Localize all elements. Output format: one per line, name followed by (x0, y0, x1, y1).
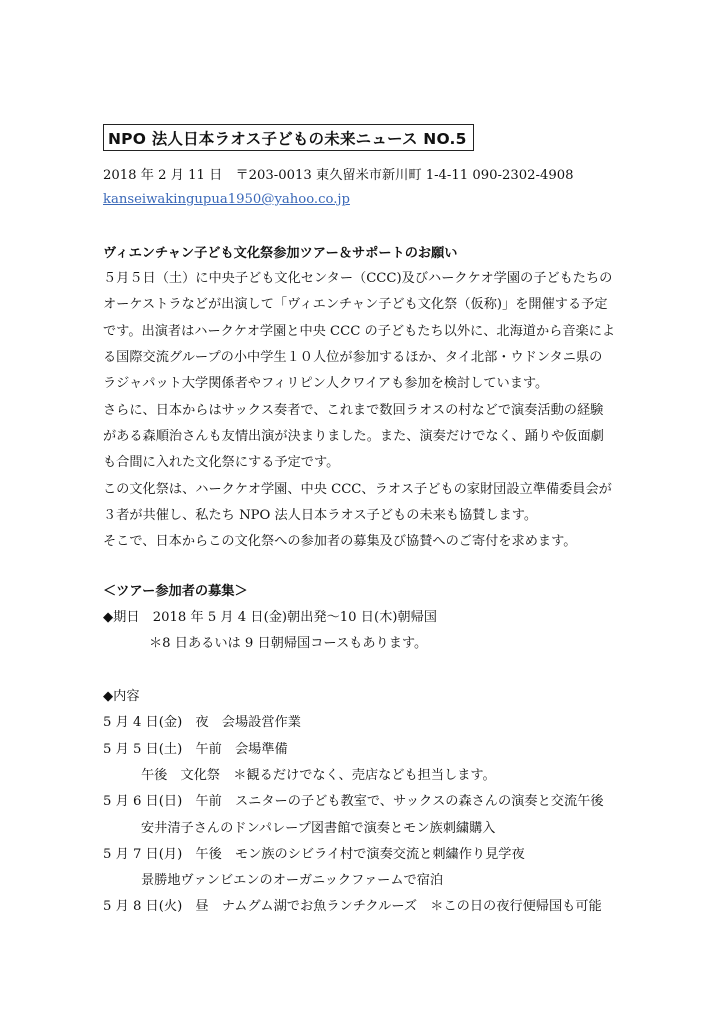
newsletter-title: NPO 法人日本ラオス子どもの未来ニュース NO.5 (103, 124, 474, 151)
schedule-item: 景勝地ヴァンビエンのオーガニックファームで宿泊 (141, 873, 444, 888)
body-line: る国際交流グループの小中学生１０人位が参加するほか、タイ北部・ウドンタニ県の (103, 350, 603, 365)
body-line: がある森順治さんも友情出演が決まりました。また、演奏だけでなく、踊りや仮面劇 (103, 429, 604, 444)
body-line: この文化祭は、ハークケオ学園、中央 CCC、ラオス子どもの家財団設立準備委員会が (103, 482, 612, 497)
schedule-item: 午後 文化祭 ＊観るだけでなく、売店なども担当します。 (141, 768, 496, 783)
body-line: も合間に入れた文化祭にする予定です。 (103, 455, 340, 470)
schedule-item: 5 月 4 日(金) 夜 会場設営作業 (103, 715, 301, 730)
body-line: ５月５日（土）に中央子ども文化センター（CCC)及びハークケオ学園の子どもたちの (103, 271, 613, 286)
schedule-item: 5 月 8 日(火) 昼 ナムグム湖でお魚ランチクルーズ ＊この日の夜行便帰国も可能 (103, 899, 602, 914)
body-line: そこで、日本からこの文化祭への参加者の募集及び協賛へのご寄付を求めます。 (103, 534, 577, 549)
body-line: オーケストラなどが出演して「ヴィエンチャン子ども文化祭（仮称)」を開催する予定 (103, 297, 608, 312)
tour-period-note: ＊8 日あるいは 9 日朝帰国コースもあります。 (149, 636, 428, 651)
body-line: ３者が共催し、私たち NPO 法人日本ラオス子どもの未来も協賛します。 (103, 508, 538, 523)
schedule-item: 5 月 5 日(土) 午前 会場準備 (103, 742, 288, 757)
schedule-item: 5 月 7 日(月) 午後 モン族のシビライ村で演奏交流と刺繍作り見学夜 (103, 847, 525, 862)
email-link[interactable]: kanseiwakingupua1950@yahoo.co.jp (103, 192, 350, 207)
schedule-item: 安井清子さんのドンパレープ図書館で演奏とモン族刺繍購入 (141, 821, 496, 836)
body-line: です。出演者はハークケオ学園と中央 CCC の子どもたち以外に、北海道から音楽によ (103, 324, 616, 339)
date-address-line: 2018 年 2 月 11 日 〒203-0013 東久留米市新川町 1-4-11 090-2302-4908 (103, 168, 574, 183)
tour-period: ◆期日 2018 年 5 月 4 日(金)朝出発～10 日(木)朝帰国 (103, 610, 437, 625)
schedule-item: 5 月 6 日(日) 午前 スニターの子ども教室で、サックスの森さんの演奏と交流午後 (103, 794, 604, 809)
section-heading-tour: ＜ツアー参加者の募集＞ (103, 584, 248, 599)
section-heading-support: ヴィエンチャン子ども文化祭参加ツアー＆サポートのお願い (103, 246, 458, 261)
body-line: さらに、日本からはサックス奏者で、これまで数回ラオスの村などで演奏活動の経験 (103, 403, 604, 418)
body-line: ラジャパット大学関係者やフィリピン人クワイアも参加を検討しています。 (103, 376, 549, 391)
tour-content-label: ◆内容 (103, 689, 140, 704)
